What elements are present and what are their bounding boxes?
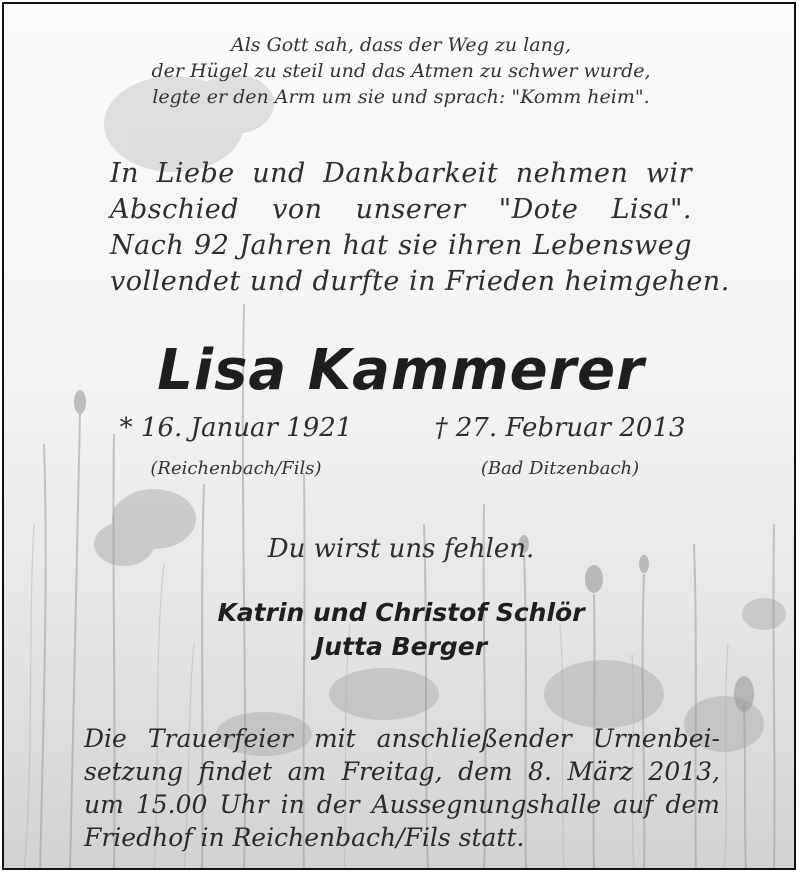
poem-line-1: Als Gott sah, dass der Weg zu lang, — [230, 34, 572, 56]
message-line-1: In Liebe und Dankbarkeit nehmen wir — [110, 158, 692, 189]
message-line-4: vollendet und durfte in Frieden heimgehen. — [110, 266, 730, 297]
birth-info — [86, 412, 386, 482]
birth-place: (Reichenbach/Fils) — [150, 458, 322, 479]
message-line-3: Nach 92 Jahren hat sie ihren Lebensweg — [110, 230, 692, 261]
mourners — [4, 596, 796, 664]
birth-date: * 16. Januar 1921 — [119, 413, 353, 443]
poem-line-3: legte er den Arm um sie und sprach: "Komm heim". — [152, 86, 650, 108]
service-line-4: Friedhof in Reichenbach/Fils statt. — [84, 823, 525, 852]
farewell-line: Du wirst uns fehlen. — [267, 534, 535, 564]
poem — [4, 32, 796, 110]
death-date: † 27. Februar 2013 — [434, 413, 686, 443]
death-place: (Bad Ditzenbach) — [480, 458, 640, 479]
service-line-1: Die Trauerfeier mit anschließender Urnenbei- — [84, 724, 720, 753]
mourner-line-2: Jutta Berger — [314, 632, 488, 661]
service-line-3: um 15.00 Uhr in der Aussegnungshalle auf dem — [84, 790, 720, 819]
service-line-2: setzung findet am Freitag, dem 8. März 2013, — [84, 757, 720, 786]
life-dates — [4, 412, 796, 492]
funeral-service-notice — [84, 722, 720, 854]
obituary-card — [2, 2, 796, 870]
message-line-2: Abschied von unserer "Dote Lisa". — [110, 194, 692, 225]
poem-line-2: der Hügel zu steil und das Atmen zu schwer wurde, — [151, 60, 651, 82]
deceased-name: Lisa Kammerer — [157, 338, 645, 403]
death-info — [410, 412, 710, 482]
mourner-line-1: Katrin und Christof Schlör — [217, 598, 585, 627]
farewell-message — [110, 156, 730, 300]
